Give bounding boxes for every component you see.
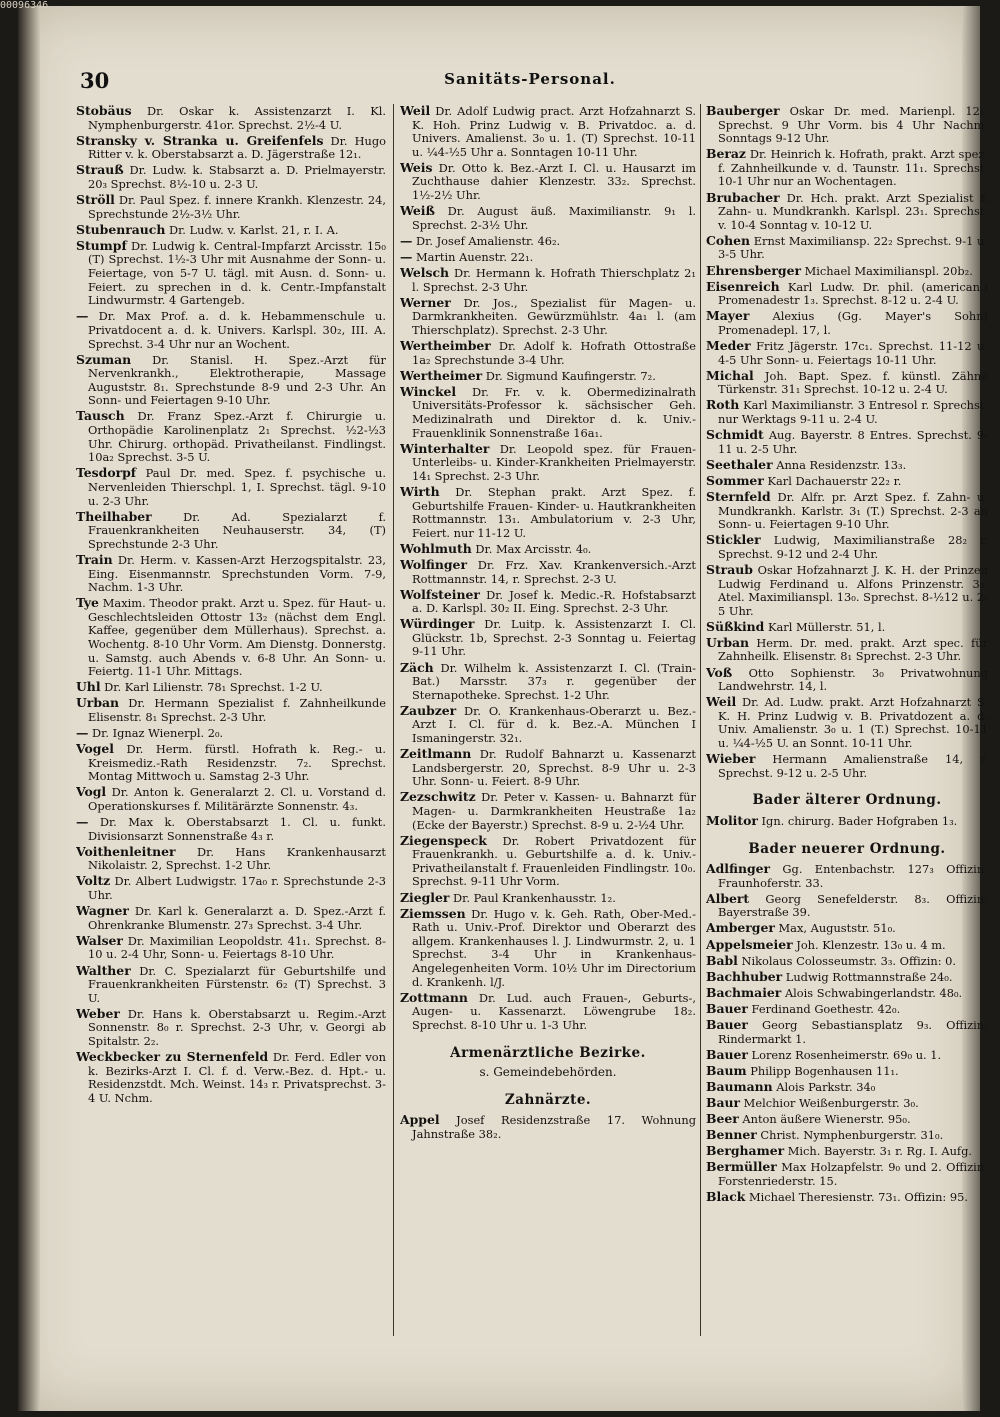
entry-details: Herm. Dr. med. prakt. Arzt spec. für Zahnheilk. Elisenstr. 8₁ Sprechst. 2-3 Uhr.: [718, 635, 988, 664]
section-heading: Bader älterer Ordnung.: [752, 792, 942, 809]
entry-details: Nikolaus Colosseumstr. 3₃. Offizin: 0.: [741, 953, 957, 968]
entry-name: Tye: [76, 595, 99, 611]
entry-name: Ströll: [76, 192, 115, 208]
directory-entry: [706, 970, 988, 985]
entry-name: Bauer: [706, 1046, 748, 1062]
entry-name: Beer: [706, 1111, 739, 1127]
entry-name: Seethaler: [706, 456, 773, 472]
directory-entry: [400, 234, 696, 249]
entry-name: Meder: [706, 338, 751, 353]
entry-details: Dr. Ludw. v. Karlst. 21, r. I. A.: [168, 222, 339, 237]
entry-details: Dr. Paul Krankenhausstr. 1₂.: [453, 890, 616, 905]
entry-details: Oskar Dr. med. Marienpl. 12₁. Sprechst. 9 Uhr Vorm. bis 4 Uhr Nachm. Sonntags 9-12 Uhr.: [718, 104, 988, 146]
column-rule: [393, 104, 394, 1336]
book-page: [18, 6, 988, 1411]
directory-entry: [706, 309, 988, 337]
entry-name: —: [400, 232, 413, 248]
directory-entry: [400, 558, 696, 586]
entry-name: Wolfinger: [400, 556, 467, 572]
entry-name: Welsch: [400, 265, 450, 281]
entry-name: Vogel: [76, 741, 114, 757]
directory-entry: [76, 193, 386, 221]
directory-entry: [400, 834, 696, 889]
directory-entry: [706, 147, 988, 189]
entry-details: Joh. Bapt. Spez. f. künstl. Zähne Türkenstr. 31₁ Sprechst. 10-12 u. 2-4 U.: [718, 368, 988, 397]
entry-details: Dr. Oskar k. Assistenzarzt I. Kl. Nymphenburgerstr. 41or. Sprechst. 2½-4 U.: [88, 104, 386, 132]
section-note: s. Gemeindebehörden.: [479, 1065, 617, 1080]
entry-details: Dr. Alfr. pr. Arzt Spez. f. Zahn- u. Mundkrankh. Karlstr. 3₁ (T.) Sprechst. 2-3 an Sonn- u. Feiertagen 9-10 Uhr.: [718, 489, 988, 532]
directory-entry: [706, 814, 988, 829]
entry-details: Karl Müllerstr. 51, l.: [767, 619, 886, 634]
directory-entry: [400, 617, 696, 659]
directory-entry: [76, 510, 386, 552]
entry-name: Walther: [76, 962, 131, 978]
entry-name: Zeitlmann: [400, 746, 472, 762]
directory-entry: [76, 309, 386, 351]
entry-details: Dr. Peter v. Kassen- u. Bahnarzt für Magen- u. Darmkrankheiten Heustraße 1a₂ (Ecke der Bayerstr.) Sprechst. 8-9 u. 2-½4 Uhr.: [412, 790, 696, 832]
directory-entry: [400, 704, 696, 746]
entry-name: Michal: [706, 367, 754, 383]
entry-details: Melchior Weißenburgerstr. 3₀.: [743, 1096, 919, 1110]
directory-entry: [706, 636, 988, 664]
directory-entry: [76, 596, 386, 679]
entry-name: Strauß: [76, 162, 124, 178]
entry-name: Bachhuber: [706, 968, 783, 984]
entry-details: Ernst Maximiliansp. 22₂ Sprechst. 9-1 u. 3-5 Uhr.: [718, 233, 988, 262]
entry-details: Georg Senefelderstr. 8₃. Offizin: Bayerstraße 39.: [718, 891, 988, 920]
directory-entry: [76, 223, 386, 238]
entry-name: Tesdorpf: [76, 465, 137, 481]
entry-name: Bachmaier: [706, 984, 782, 1000]
entry-details: Dr. Anton k. Generalarzt 2. Cl. u. Vorstand d. Operationskurses f. Militärärzte Sonnenstr. 4₃.: [88, 785, 386, 813]
entry-details: Dr. Josef k. Medic.-R. Hofstabsarzt a. D. Karlspl. 30₂ II. Eing. Sprechst. 2-3 Uhr.: [412, 587, 696, 616]
entry-name: Wieber: [706, 751, 756, 767]
entry-details: Dr. Ludw. k. Stabsarzt a. D. Prielmayerstr. 20₃ Sprechst. 8½-10 u. 2-3 U.: [88, 163, 386, 191]
entry-name: Voithenleitner: [76, 843, 176, 859]
directory-entry: [76, 815, 386, 843]
page-number: 30: [80, 68, 110, 93]
directory-entry: [400, 339, 696, 367]
entry-details: Dr. Franz Spez.-Arzt f. Chirurgie u. Orthopädie Karolinenplatz 2₁ Sprechst. ½2-½3 Uhr. Chirurg. orthopäd. Privatheilanst. Findlingst. 10a₂ Sprechst. 3-5 U.: [88, 409, 386, 465]
entry-details: Michael Maximilianspl. 20b₂.: [804, 263, 973, 278]
directory-entry: [76, 726, 386, 741]
entry-details: Dr. Jos., Spezialist für Magen- u. Darmkrankheiten. Gewürzmühlstr. 4a₁ l. (am Thierschplatz). Sprechst. 2-3 Uhr.: [412, 295, 696, 337]
directory-entry: [706, 666, 988, 694]
entry-name: Baum: [706, 1062, 747, 1078]
entry-name: Stransky v. Stranka u. Greifenfels: [76, 132, 324, 148]
directory-entry: [400, 542, 696, 557]
entry-details: Dr. August äuß. Maximilianstr. 9₁ l. Sprechst. 2-3½ Uhr.: [412, 204, 696, 232]
directory-entry: [706, 695, 988, 750]
entry-details: Philipp Bogenhausen 11₁.: [750, 1063, 899, 1078]
directory-entry: [400, 790, 696, 832]
entry-name: —: [76, 725, 89, 741]
entry-details: Maxim. Theodor prakt. Arzt u. Spez. für Haut- u. Geschlechtsleiden Ottostr 13₂ (nächst dem Engl. Kaffee, gegenüber dem Müllerhaus). Sprechst. a. Wochentg. 8-10 Uhr Vorm. Am Dienstg. Donnerstg. u. Samstg. auch Abends v. 6-8 Uhr. An Sonn- u. Feiertg. 11-1 Uhr. Mittags.: [88, 596, 386, 679]
entry-name: Brubacher: [706, 189, 780, 205]
entry-name: Weil: [706, 694, 737, 710]
directory-entry: [706, 921, 988, 936]
directory-entry: [400, 991, 696, 1033]
entry-details: Aug. Bayerstr. 8 Entres. Sprechst. 9-11 u. 2-5 Uhr.: [718, 428, 988, 456]
directory-entry: [76, 1050, 386, 1105]
directory-entry: [706, 458, 988, 473]
column-2: [400, 104, 696, 1394]
entry-name: Benner: [706, 1127, 757, 1143]
entry-details: Dr. Hermann k. Hofrath Thierschplatz 2₁ l. Sprechst. 2-3 Uhr.: [412, 266, 696, 294]
entry-details: Dr. Rudolf Bahnarzt u. Kassenarzt Landsbergerstr. 20, Sprechst. 8-9 Uhr u. 2-3 Uhr. Sonn- u. Feiert. 8-9 Uhr.: [412, 747, 696, 789]
directory-entry: [706, 280, 988, 308]
entry-details: Michael Theresienstr. 73₁. Offizin: 95.: [748, 1190, 968, 1205]
directory-entry: [706, 490, 988, 532]
entry-details: Dr. Karl Lilienstr. 78₁ Sprechst. 1-2 U.: [104, 680, 323, 695]
scan-reference: 00096346: [0, 0, 49, 11]
directory-entry: [76, 239, 386, 308]
entry-details: Fritz Jägerstr. 17c₁. Sprechst. 11-12 u. 4-5 Uhr Sonn- u. Feiertags 10-11 Uhr.: [718, 339, 988, 367]
directory-entry: [706, 191, 988, 233]
directory-entry: [76, 353, 386, 408]
entry-name: Zottmann: [400, 989, 468, 1005]
directory-entry: [400, 296, 696, 338]
entry-details: Dr. Maximilian Leopoldstr. 41₁. Sprechst. 8-10 u. 2-4 Uhr, Sonn- u. Feiertags 8-10 Uhr.: [88, 933, 386, 962]
directory-entry: [706, 1018, 988, 1046]
entry-details: Dr. Adolf Ludwig pract. Arzt Hofzahnarzt S. K. Hoh. Prinz Ludwig v. B. Privatdoc. a. d. Univers. Amalienst. 3₀ u. 1. (T) Sprechst. 10-11 u. ¼4-½5 Uhr a. Sonntagen 10-11 Uhr.: [412, 104, 696, 159]
entry-details: Dr. Karl k. Generalarzt a. D. Spez.-Arzt f. Ohrenkranke Blumenstr. 27₃ Sprechst. 3-4 Uhr.: [88, 904, 386, 932]
entry-name: Ziegenspeck: [400, 832, 487, 848]
directory-entry: [76, 163, 386, 191]
section-heading: Zahnärzte.: [504, 1091, 592, 1108]
directory-entry: [706, 1144, 988, 1159]
directory-entry: [706, 892, 988, 920]
entry-name: Urban: [706, 634, 750, 650]
entry-details: Otto Sophienstr. 3₀ Privatwohnung Landwehrstr. 14, l.: [718, 665, 988, 694]
entry-name: Bauer: [706, 1000, 748, 1016]
entry-name: Wirth: [400, 483, 440, 499]
directory-entry: [706, 1128, 988, 1143]
directory-entry: [400, 369, 696, 384]
directory-entry: [706, 428, 988, 456]
entry-details: Karl Ludw. Dr. phil. (american.) Promenadestr 1₃. Sprechst. 8-12 u. 2-4 U.: [718, 279, 988, 308]
entry-name: Stumpf: [76, 237, 127, 253]
directory-entry: [706, 474, 988, 489]
entry-name: Straub: [706, 561, 753, 577]
entry-details: Christ. Nymphenburgerstr. 31₀.: [760, 1128, 944, 1143]
directory-entry: [76, 134, 386, 162]
directory-entry: [400, 891, 696, 906]
entry-details: Gg. Entenbachstr. 127₃ Offizin: Fraunhoferstr. 33.: [718, 862, 988, 890]
directory-entry: [706, 1080, 988, 1095]
entry-name: Black: [706, 1189, 746, 1205]
entry-details: Dr. Ferd. Edler von k. Bezirks-Arzt I. Cl. f. d. Verw.-Bez. d. Hpt.- u. Residenzstdt. Mch. Weinst. 14₃ r. Privatsprechst. 3-4 U. Nchm.: [88, 1050, 386, 1105]
section-heading: Bader neuerer Ordnung.: [748, 840, 946, 857]
directory-entry: [400, 485, 696, 540]
entry-name: —: [400, 248, 413, 264]
entry-name: Voß: [706, 664, 733, 680]
directory-entry: [706, 1064, 988, 1079]
entry-name: Wertheimer: [400, 367, 483, 383]
directory-entry: [706, 369, 988, 397]
directory-entry: [706, 104, 988, 146]
entry-details: Dr. Stanisl. H. Spez.-Arzt für Nervenkrankh., Elektrotherapie, Massage Auguststr. 8₁. Sprechstunde 8-9 und 2-3 Uhr. An Sonn- und Feiertagen 9-10 Uhr.: [88, 352, 386, 408]
directory-entry: [76, 553, 386, 595]
entry-name: Albert: [706, 890, 750, 906]
entry-name: Voltz: [76, 873, 111, 889]
book-spine-shadow: [18, 6, 40, 1411]
directory-entry: [76, 409, 386, 464]
entry-name: Stubenrauch: [76, 221, 166, 237]
directory-entry: [400, 385, 696, 440]
directory-entry: [706, 862, 988, 890]
entry-details: Dr. Ad. Ludw. prakt. Arzt Hofzahnarzt S. K. H. Prinz Ludwig v. B. Privatdozent a. d. Univ. Amalienstr. 3₀ u. 1 (T.) Sprechst. 10-11 u. ¼4-½5 U. an Sonnt. 10-11 Uhr.: [718, 695, 988, 751]
entry-details: Dr. Josef Amalienstr. 46₂.: [416, 233, 561, 248]
entry-name: Weber: [76, 1005, 120, 1021]
entry-details: Dr. Wilhelm k. Assistenzarzt I. Cl. (Train-Bat.) Marsstr. 37₃ r. gegenüber der Sternapotheke. Sprechst. 1-2 Uhr.: [412, 660, 696, 702]
entry-name: Eisenreich: [706, 278, 780, 294]
entry-details: Alexius (Gg. Mayer's Sohn) Promenadepl. 17, l.: [718, 309, 988, 337]
entry-details: Anna Residenzstr. 13₃.: [776, 457, 907, 472]
entry-details: Dr. Fr. v. k. Obermedizinalrath Universitäts-Professor k. sächsischer Geh. Medizinalrath und Direktor d. k. Univ.-Frauenklinik Sonnenstraße 16a₁.: [412, 384, 696, 440]
entry-details: Alois Schwabingerlandstr. 48₀.: [784, 985, 963, 1000]
entry-name: Beraz: [706, 146, 746, 162]
entry-details: Max Holzapfelstr. 9₀ und 2. Offizin: Forstenriederstr. 15.: [718, 1160, 988, 1188]
entry-name: Uhl: [76, 679, 101, 695]
entry-details: Dr. Ad. Spezialarzt f. Frauenkrankheiten Neuhauserstr. 34, (T) Sprechstunde 2-3 Uhr.: [88, 509, 386, 551]
column-1: [76, 104, 386, 1394]
entry-name: —: [76, 308, 89, 324]
entry-details: Dr. Ludwig k. Central-Impfarzt Arcisstr. 15₀ (T) Sprechst. 1½-3 Uhr mit Ausnahme der Sonn- u. Feiertage, von 5-7 U. tägl. mit Ausn. d. Sonn- u. Feiert. zu sprechen in d. k. Centr.-Impfanstalt Lindwurmstr. 4 Gartengeb.: [88, 238, 386, 308]
directory-entry: [400, 747, 696, 789]
directory-entry: [400, 250, 696, 265]
directory-entry: [76, 874, 386, 902]
entry-details: Martin Auenstr. 22₁.: [416, 249, 534, 264]
entry-name: Stickler: [706, 532, 761, 548]
entry-name: Schmidt: [706, 427, 764, 443]
directory-entry: [400, 161, 696, 203]
entry-name: Baumann: [706, 1078, 773, 1094]
entry-name: —: [76, 814, 89, 830]
column-3: [706, 104, 988, 1394]
entry-name: Ziegler: [400, 889, 450, 905]
column-rule: [700, 104, 701, 1336]
directory-entry: [400, 266, 696, 294]
entry-details: Ign. chirurg. Bader Hofgraben 1₃.: [761, 813, 958, 828]
entry-name: Weckbecker zu Sternenfeld: [76, 1049, 269, 1065]
entry-name: Wagner: [76, 903, 129, 919]
entry-details: Karl Dachauerstr 22₂ r.: [767, 473, 902, 488]
entry-name: Berghamer: [706, 1143, 785, 1159]
directory-entry: [706, 563, 988, 618]
entry-name: Amberger: [706, 920, 775, 936]
directory-entry: [706, 752, 988, 780]
entry-name: Bauberger: [706, 104, 780, 118]
entry-details: Dr. Max Arcisstr. 4₀.: [475, 541, 592, 556]
entry-name: Baur: [706, 1095, 741, 1110]
entry-name: Cohen: [706, 232, 751, 248]
entry-name: Weis: [400, 159, 433, 175]
directory-entry: [76, 964, 386, 1006]
entry-details: Mich. Bayerstr. 3₁ r. Rg. I. Aufg.: [787, 1144, 973, 1159]
entry-details: Dr. Robert Privatdozent für Frauenkrankh. u. Geburtshilfe a. d. k. Univ.-Privatheilanstalt f. Frauenleiden Findlingstr. 10₀. Sprechst. 9-11 Uhr Vorm.: [412, 833, 696, 889]
entry-name: Zezschwitz: [400, 789, 476, 805]
entry-name: Süßkind: [706, 618, 765, 634]
directory-entry: [76, 696, 386, 724]
entry-details: Alois Parkstr. 34₀: [776, 1079, 876, 1094]
entry-name: Urban: [76, 695, 120, 711]
entry-name: Sternfeld: [706, 488, 771, 504]
directory-entry: [706, 954, 988, 969]
directory-entry: [76, 742, 386, 784]
directory-entry: [400, 1113, 696, 1141]
entry-name: Wohlmuth: [400, 540, 472, 556]
directory-entry: [706, 1112, 988, 1127]
directory-entry: [706, 1048, 988, 1063]
running-head: Sanitäts-Personal.: [444, 70, 616, 88]
entry-name: Train: [76, 551, 113, 567]
entry-details: Anton äußere Wienerstr. 95₀.: [742, 1112, 911, 1127]
entry-details: Dr. Herm. v. Kassen-Arzt Herzogspitalstr. 23, Eing. Eisenmannstr. Sprechstunden Vorm. 7-9, Nachm. 1-3 Uhr.: [88, 552, 386, 595]
entry-details: Dr. O. Krankenhaus-Oberarzt u. Bez.-Arzt I. Cl. für d. k. Bez.-A. München I Ismaningerstr. 32₁.: [412, 703, 696, 746]
entry-name: Zaubzer: [400, 702, 457, 718]
entry-details: Dr. Paul Spez. f. innere Krankh. Klenzestr. 24, Sprechstunde 2½-3½ Uhr.: [88, 193, 386, 221]
directory-entry: [706, 1160, 988, 1188]
entry-name: Molitor: [706, 812, 758, 828]
entry-details: Dr. Leopold spez. für Frauen-Unterleibs- u. Kinder-Krankheiten Prielmayerstr. 14₁ Sprechst. 2-3 Uhr.: [412, 441, 696, 483]
entry-name: Weil: [400, 104, 431, 118]
entry-name: Theilhaber: [76, 508, 152, 524]
entry-name: Szuman: [76, 351, 132, 367]
entry-details: Dr. Hans Krankenhausarzt Nikolaistr. 2, Sprechst. 1-2 Uhr.: [88, 844, 386, 873]
directory-entry: [400, 204, 696, 232]
entry-details: Dr. Herm. fürstl. Hofrath k. Reg.- u. Kreismediz.-Rath Residenzstr. 7₂. Sprechst. Montag Mittwoch u. Samstag 2-3 Uhr.: [88, 742, 386, 784]
entry-name: Winterhalter: [400, 440, 490, 456]
entry-details: Dr. Hugo Ritter v. k. Oberstabsarzt a. D. Jägerstraße 12₁.: [88, 133, 386, 162]
directory-entry: [76, 934, 386, 962]
entry-name: Winckel: [400, 383, 457, 399]
entry-name: Appel: [400, 1112, 440, 1128]
directory-entry: [76, 104, 386, 132]
entry-name: Roth: [706, 397, 740, 413]
directory-entry: [400, 442, 696, 484]
entry-details: Hermann Amalienstraße 14, r. Sprechst. 9-12 u. 2-5 Uhr.: [718, 752, 988, 780]
directory-entry: [706, 264, 988, 279]
entry-details: Georg Sebastiansplatz 9₃. Offizin: Rindermarkt 1.: [718, 1018, 988, 1046]
directory-entry: [400, 661, 696, 703]
entry-details: Ludwig Rottmannstraße 24₀.: [785, 969, 953, 984]
entry-name: Weiß: [400, 203, 435, 219]
entry-details: Ferdinand Goethestr. 42₀.: [751, 1001, 901, 1016]
entry-name: Ehrensberger: [706, 262, 801, 278]
directory-entry: [706, 620, 988, 635]
directory-entry: [706, 1190, 988, 1205]
entry-name: Sommer: [706, 472, 764, 488]
entry-name: Wertheimber: [400, 338, 491, 353]
directory-entry: [706, 339, 988, 367]
entry-name: Walser: [76, 932, 123, 948]
entry-details: Dr. Hugo v. k. Geh. Rath, Ober-Med.-Rath u. Univ.-Prof. Direktor und Oberarzt des allgem. Krankenhauses l. J. Lindwurmstr. 2, u. 1 Sprechst. 3-4 Uhr in Krankenhaus-Angelegenheiten Vorm. 10½ Uhr im Directorium d. Krankenh. l/J.: [412, 906, 696, 989]
entry-details: Dr. Max k. Oberstabsarzt 1. Cl. u. funkt. Divisionsarzt Sonnenstraße 4₃ r.: [88, 815, 386, 843]
entry-name: Bermüller: [706, 1159, 777, 1175]
directory-entry: [706, 1096, 988, 1111]
entry-name: Bauer: [706, 1017, 748, 1033]
directory-entry: [706, 234, 988, 262]
entry-details: Dr. Frz. Xav. Krankenversich.-Arzt Rottmannstr. 14, r. Sprechst. 2-3 U.: [412, 557, 696, 586]
entry-details: Dr. Heinrich k. Hofrath, prakt. Arzt spez. f. Zahnheilkunde v. d. Taunstr. 11₁. Sprechst. 10-1 Uhr nur an Wochentagen.: [718, 147, 988, 189]
entry-details: Max, Auguststr. 51₀.: [778, 921, 896, 936]
directory-entry: [400, 588, 696, 616]
entry-details: Dr. Lud. auch Frauen-, Geburts-, Augen- u. Kassenarzt. Löwengrube 18₂. Sprechst. 8-10 Uhr u. 1-3 Uhr.: [412, 990, 696, 1032]
section-heading: Armenärztliche Bezirke.: [450, 1044, 646, 1061]
directory-entry: [706, 533, 988, 561]
entry-name: Stobäus: [76, 104, 132, 118]
entry-name: Appelsmeier: [706, 936, 793, 952]
entry-details: Dr. Sigmund Kaufingerstr. 7₂.: [485, 368, 656, 383]
entry-name: Vogl: [76, 784, 107, 800]
entry-name: Zäch: [400, 659, 434, 675]
entry-details: Karl Maximilianstr. 3 Entresol r. Sprechst. nur Werktags 9-11 u. 2-4 U.: [718, 398, 988, 426]
entry-details: Dr. Hans k. Oberstabsarzt u. Regim.-Arzt Sonnenstr. 8₀ r. Sprechst. 2-3 Uhr, v. Georgi ab Spitalstr. 2₂.: [88, 1006, 386, 1048]
entry-details: Josef Residenzstraße 17. Wohnung Jahnstraße 38₂.: [412, 1113, 696, 1141]
entry-details: Dr. C. Spezialarzt für Geburtshilfe und Frauenkrankheiten Fürstenstr. 6₂ (T) Sprechst. 3 U.: [88, 963, 386, 1005]
entry-details: Dr. Ignaz Wienerpl. 2₀.: [92, 726, 224, 741]
entry-name: Adlfinger: [706, 861, 771, 877]
entry-details: Oskar Hofzahnarzt J. K. H. der Prinzen Ludwig Ferdinand u. Alfons Prinzenstr. 3₀. Atel. Maximilianspl. 13₀. Sprechst. 8-½12 u. 2-5 Uhr.: [718, 562, 988, 618]
entry-name: Tausch: [76, 408, 125, 424]
entry-name: Babl: [706, 952, 738, 968]
directory-entry: [400, 907, 696, 990]
directory-entry: [76, 680, 386, 695]
entry-details: Joh. Klenzestr. 13₀ u. 4 m.: [796, 937, 946, 952]
entry-name: Mayer: [706, 308, 750, 324]
entry-details: Dr. Stephan prakt. Arzt Spez. f. Geburtshilfe Frauen- Kinder- u. Hautkrankheiten Rottmannstr. 13₁. Ambulatorium v. 2-3 Uhr, Feiert. nur 11-12 U.: [412, 484, 696, 540]
entry-details: Dr. Otto k. Bez.-Arzt I. Cl. u. Hausarzt im Zuchthause dahier Klenzestr. 33₂. Sprechst. 1½-2½ Uhr.: [412, 160, 696, 203]
directory-entry: [76, 466, 386, 508]
entry-details: Dr. Albert Ludwigstr. 17a₀ r. Sprechstunde 2-3 Uhr.: [88, 874, 386, 903]
entry-details: Dr. Hch. prakt. Arzt Spezialist f. Zahn- u. Mundkrankh. Karlspl. 23₁. Sprechst. v. 10-4 Sonntag v. 10-12 U.: [718, 190, 988, 232]
entry-details: Lorenz Rosenheimerstr. 69₀ u. 1.: [751, 1047, 942, 1062]
entry-details: Dr. Luitp. k. Assistenzarzt I. Cl. Glückstr. 1b, Sprechst. 2-3 Sonntag u. Feiertag 9-11 Uhr.: [412, 617, 696, 659]
page-header: [80, 68, 980, 94]
entry-name: Ziemssen: [400, 905, 466, 921]
directory-entry: [76, 1007, 386, 1049]
directory-entry: [76, 845, 386, 873]
directory-entry: [400, 104, 696, 159]
entry-details: Dr. Adolf k. Hofrath Ottostraße 1a₂ Sprechstunde 3-4 Uhr.: [412, 339, 696, 367]
entry-details: Paul Dr. med. Spez. f. psychische u. Nervenleiden Thierschpl. 1, I. Sprechst. tägl. 9-10 u. 2-3 Uhr.: [88, 466, 386, 508]
entry-details: Dr. Max Prof. a. d. k. Hebammenschule u. Privatdocent a. d. k. Univers. Karlspl. 30₂, III. A. Sprechst. 3-4 Uhr nur an Wochent.: [88, 309, 386, 351]
directory-entry: [76, 904, 386, 932]
directory-entry: [706, 398, 988, 426]
entry-details: Dr. Hermann Spezialist f. Zahnheilkunde Elisenstr. 8₁ Sprechst. 2-3 Uhr.: [88, 696, 386, 724]
directory-entry: [706, 1002, 988, 1017]
directory-entry: [706, 938, 988, 953]
entry-name: Würdinger: [400, 616, 475, 632]
directory-entry: [76, 785, 386, 813]
entry-name: Wolfsteiner: [400, 586, 480, 602]
directory-entry: [706, 986, 988, 1001]
entry-name: Werner: [400, 294, 451, 310]
entry-details: Ludwig, Maximilianstraße 28₂ r. Sprechst. 9-12 und 2-4 Uhr.: [718, 533, 988, 561]
